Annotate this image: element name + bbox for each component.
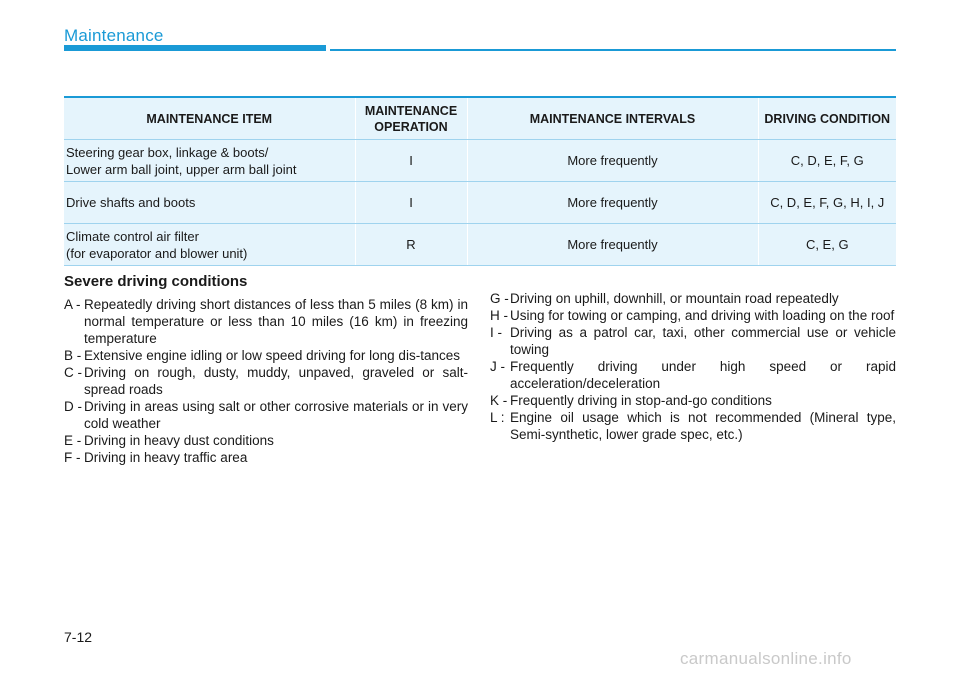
severe-conditions-heading: Severe driving conditions (64, 273, 248, 290)
condition-item (490, 409, 896, 443)
condition-item (64, 432, 468, 449)
condition-item (64, 296, 468, 347)
cell-operation: R (355, 224, 467, 266)
condition-text: Repeatedly driving short distances of less than 5 miles (8 km) in normal temperature or less than 10 miles (16 km) in freezing temperature (84, 297, 468, 346)
condition-text: Driving on rough, dusty, muddy, unpaved, graveled or salt-spread roads (84, 365, 468, 397)
table-row (64, 182, 896, 224)
condition-letter: A - (64, 297, 81, 312)
column-header-intervals: MAINTENANCE INTERVALS (467, 97, 758, 140)
condition-letter: C - (64, 365, 82, 380)
cell-interval: More frequently (467, 140, 758, 182)
cell-interval: More frequently (467, 182, 758, 224)
header-bar-thick (64, 45, 326, 51)
condition-item (490, 324, 896, 358)
condition-text: Frequently driving in stop-and-go conditions (510, 393, 772, 408)
header-bar-thin (330, 49, 896, 51)
condition-item (64, 347, 468, 364)
condition-letter: D - (64, 399, 82, 414)
condition-item (490, 392, 896, 409)
page-number: 7-12 (64, 629, 93, 645)
condition-text: Driving as a patrol car, taxi, other commercial use or vehicle towing (510, 325, 896, 357)
column-header-condition: DRIVING CONDITION (758, 97, 896, 140)
cell-item (64, 182, 355, 224)
condition-letter: B - (64, 348, 82, 363)
condition-letter: F - (64, 450, 81, 465)
condition-letter: G - (490, 291, 509, 306)
condition-item (490, 290, 896, 307)
column-header-operation: MAINTENANCE OPERATION (355, 97, 467, 140)
cell-condition: C, D, E, F, G, H, I, J (758, 182, 896, 224)
condition-item (490, 358, 896, 392)
condition-letter: J - (490, 359, 505, 374)
condition-item (64, 449, 468, 466)
condition-letter: K - (490, 393, 508, 408)
condition-item (64, 398, 468, 432)
table-row (64, 224, 896, 266)
cell-item-line: (for evaporator and blower unit) (66, 245, 248, 261)
condition-text: Using for towing or camping, and driving with loading on the roof (510, 308, 895, 323)
table-row (64, 140, 896, 182)
condition-letter: H - (490, 308, 508, 323)
cell-operation: I (355, 140, 467, 182)
cell-item (64, 140, 355, 182)
cell-item-line: Climate control air filter (66, 228, 199, 244)
condition-text: Driving in heavy traffic area (84, 450, 248, 465)
condition-text: Extensive engine idling or low speed driving for long dis-tances (84, 348, 460, 363)
condition-text: Driving in heavy dust conditions (84, 433, 274, 448)
maintenance-table (64, 96, 896, 266)
cell-item-line: Steering gear box, linkage & boots/ (66, 144, 269, 160)
conditions-left-column (64, 296, 468, 466)
condition-text: Frequently driving under high speed or rapid acceleration/deceleration (510, 359, 896, 391)
cell-item-line: Drive shafts and boots (66, 195, 196, 210)
condition-text: Driving on uphill, downhill, or mountain road repeatedly (510, 291, 839, 306)
condition-item (64, 364, 468, 398)
cell-condition: C, E, G (758, 224, 896, 266)
condition-letter: E - (64, 433, 82, 448)
cell-interval: More frequently (467, 224, 758, 266)
section-title: Maintenance (64, 26, 164, 45)
cell-condition: C, D, E, F, G (758, 140, 896, 182)
cell-operation: I (355, 182, 467, 224)
condition-text: Driving in areas using salt or other corrosive materials or in very cold weather (84, 399, 468, 431)
cell-item (64, 224, 355, 266)
condition-letter: I - (490, 325, 502, 340)
condition-letter: L : (490, 410, 505, 425)
cell-item-line: Lower arm ball joint, upper arm ball joint (66, 161, 297, 177)
condition-item (490, 307, 896, 324)
conditions-right-column (490, 290, 896, 443)
table-header-row (64, 97, 896, 140)
condition-text: Engine oil usage which is not recommended (Mineral type, Semi-synthetic, lower grade spec, etc.) (510, 410, 896, 442)
column-header-item: MAINTENANCE ITEM (64, 97, 355, 140)
watermark: carmanualsonline.info (680, 649, 852, 668)
